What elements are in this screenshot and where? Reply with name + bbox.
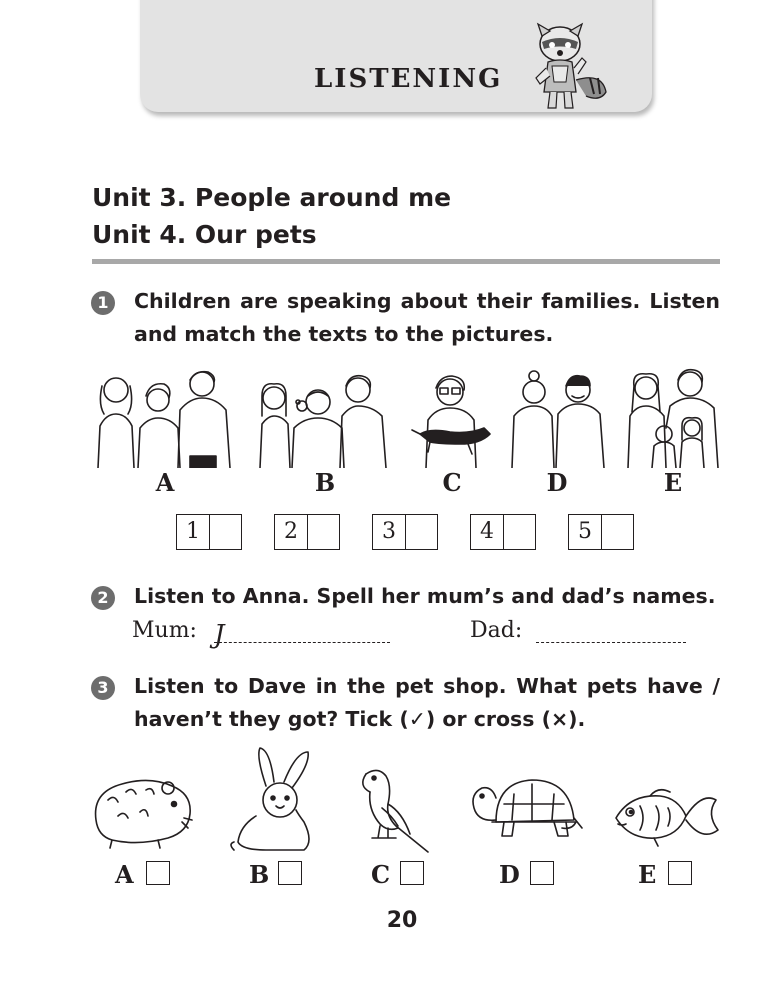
task-3-number: 3 <box>91 676 115 700</box>
task-1-number: 1 <box>91 291 115 315</box>
family-picture-b <box>258 372 394 468</box>
pet-label-d: D <box>499 860 520 889</box>
answer-box-5[interactable] <box>568 514 634 550</box>
answer-slot[interactable] <box>210 515 241 549</box>
pet-label-b: B <box>249 860 270 889</box>
budgie-icon <box>352 764 432 854</box>
family-picture-c <box>410 372 496 468</box>
task-1-instruction: Children are speaking about their families. Listen and match the texts to the pictures. <box>134 289 720 346</box>
tick-box-a[interactable] <box>146 861 170 885</box>
tortoise-icon <box>466 772 586 848</box>
mum-name-input[interactable] <box>214 642 390 643</box>
picture-label-c: C <box>442 468 462 497</box>
unit-4-title: Unit 4. Our pets <box>92 220 317 249</box>
mum-label: Mum: <box>132 618 197 643</box>
goldfish-icon <box>610 786 720 850</box>
page-number: 20 <box>386 908 418 933</box>
divider <box>92 259 720 264</box>
pet-label-a: A <box>115 860 134 889</box>
unit-3-title: Unit 3. People around me <box>92 183 452 212</box>
family-picture-a <box>92 368 238 468</box>
task-3-instruction: Listen to Dave in the pet shop. What pets have / haven’t they got? Tick (✓) or cross (×). <box>134 674 720 731</box>
tick-box-d[interactable] <box>530 861 554 885</box>
picture-label-b: B <box>314 468 336 497</box>
picture-label-d: D <box>546 468 568 497</box>
tick-box-c[interactable] <box>400 861 424 885</box>
picture-label-a: A <box>155 468 175 497</box>
box-number: 5 <box>569 515 602 549</box>
pet-label-e: E <box>638 860 657 889</box>
answer-slot[interactable] <box>308 515 339 549</box>
box-number: 1 <box>177 515 210 549</box>
raccoon-mascot-icon <box>520 22 612 112</box>
task-2-number: 2 <box>91 586 115 610</box>
tick-box-b[interactable] <box>278 861 302 885</box>
section-title: LISTENING <box>314 64 503 94</box>
pet-label-c: C <box>371 860 391 889</box>
answer-slot[interactable] <box>602 515 633 549</box>
box-number: 4 <box>471 515 504 549</box>
answer-box-1[interactable] <box>176 514 242 550</box>
tick-box-e[interactable] <box>668 861 692 885</box>
dad-label: Dad: <box>470 618 523 643</box>
box-number: 2 <box>275 515 308 549</box>
family-picture-e <box>624 368 724 468</box>
family-picture-d <box>510 370 608 468</box>
answer-box-2[interactable] <box>274 514 340 550</box>
answer-slot[interactable] <box>504 515 535 549</box>
answer-slot[interactable] <box>406 515 437 549</box>
picture-label-e: E <box>663 468 683 497</box>
mum-example-letter: J <box>214 620 225 650</box>
rabbit-icon <box>226 746 326 852</box>
box-number: 3 <box>373 515 406 549</box>
answer-box-3[interactable] <box>372 514 438 550</box>
guinea-pig-icon <box>88 770 198 850</box>
answer-box-4[interactable] <box>470 514 536 550</box>
dad-name-input[interactable] <box>536 642 686 643</box>
task-2-instruction: Listen to Anna. Spell her mum’s and dad’s names. <box>134 584 716 608</box>
